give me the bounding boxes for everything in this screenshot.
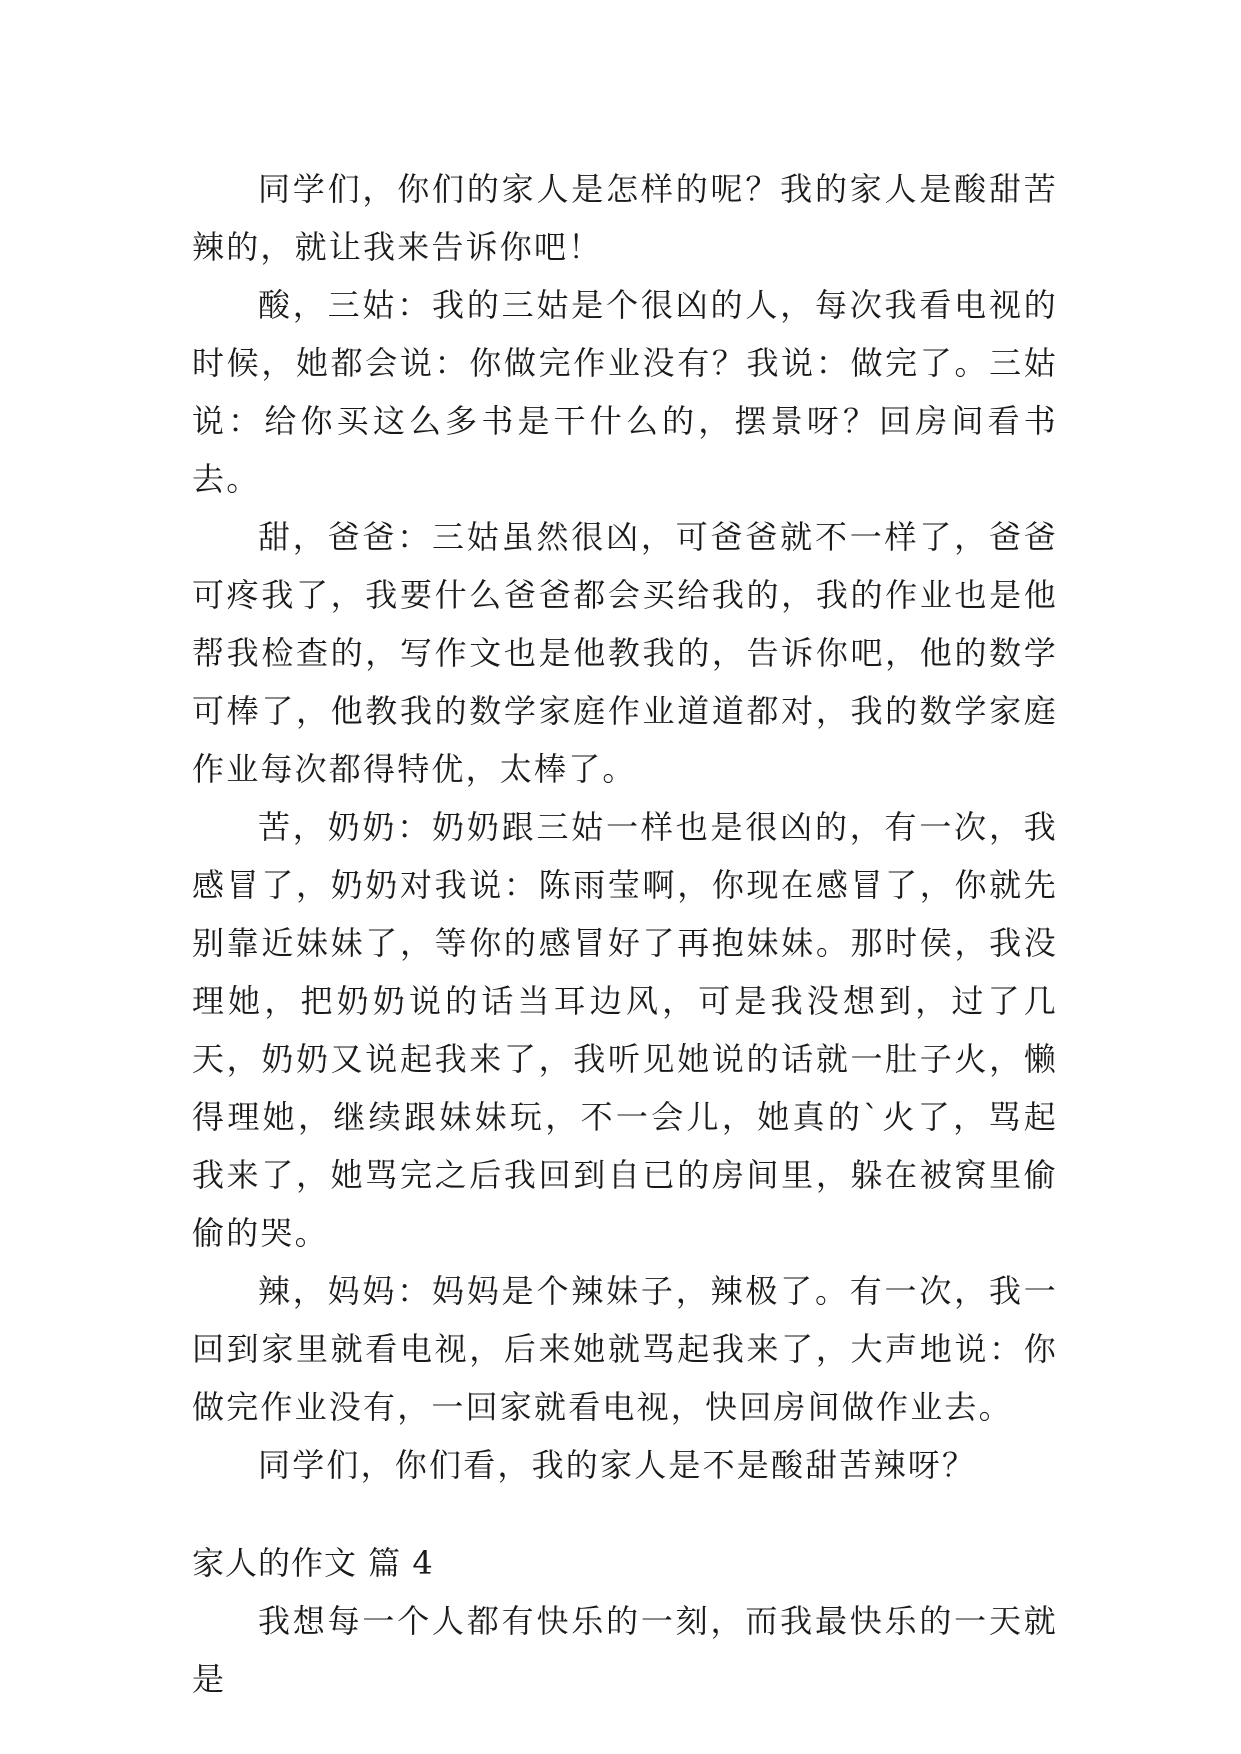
paragraph-sour-aunt: 酸，三姑：我的三姑是个很凶的人，每次我看电视的时候，她都会说：你做完作业没有？我说：做完了。三姑说：给你买这么多书是干什么的，摆景呀？回房间看书去。 (192, 286, 1058, 498)
document-body (192, 160, 1058, 1708)
paragraph-spicy-mom: 辣，妈妈：妈妈是个辣妹子，辣极了。有一次，我一回到家里就看电视，后来她就骂起我来了，大声地说：你做完作业没有，一回家就看电视，快回房间做作业去。 (192, 1272, 1058, 1426)
paragraph-bitter-grandma: 苦，奶奶：奶奶跟三姑一样也是很凶的，有一次，我感冒了，奶奶对我说：陈雨莹啊，你现在感冒了，你就先别靠近妹妹了，等你的感冒好了再抱妹妹。那时侯，我没理她，把奶奶说的话当耳边风，可是我没想到，过了几天，奶奶又说起我来了，我听见她说的话就一肚子火，懒得理她，继续跟妹妹玩，不一会儿，她真的`火了，骂起我来了，她骂完之后我回到自已的房间里，躲在被窝里偷偷的哭。 (192, 808, 1058, 1252)
paragraph-conclusion: 同学们，你们看，我的家人是不是酸甜苦辣呀？ (258, 1446, 977, 1484)
paragraph-intro: 同学们，你们的家人是怎样的呢？我的家人是酸甜苦辣的，就让我来告诉你吧！ (192, 170, 1058, 266)
essay-heading: 家人的作文 篇 4 (192, 1544, 434, 1582)
paragraph-sweet-dad: 甜，爸爸：三姑虽然很凶，可爸爸就不一样了，爸爸可疼我了，我要什么爸爸都会买给我的，我的作业也是他帮我检查的，写作文也是他教我的，告诉你吧，他的数学可棒了，他教我的数学家庭作业道道都对，我的数学家庭作业每次都得特优，太棒了。 (192, 518, 1058, 788)
paragraph-essay4-opening: 我想每一个人都有快乐的一刻，而我最快乐的一天就是 (192, 1602, 1058, 1698)
